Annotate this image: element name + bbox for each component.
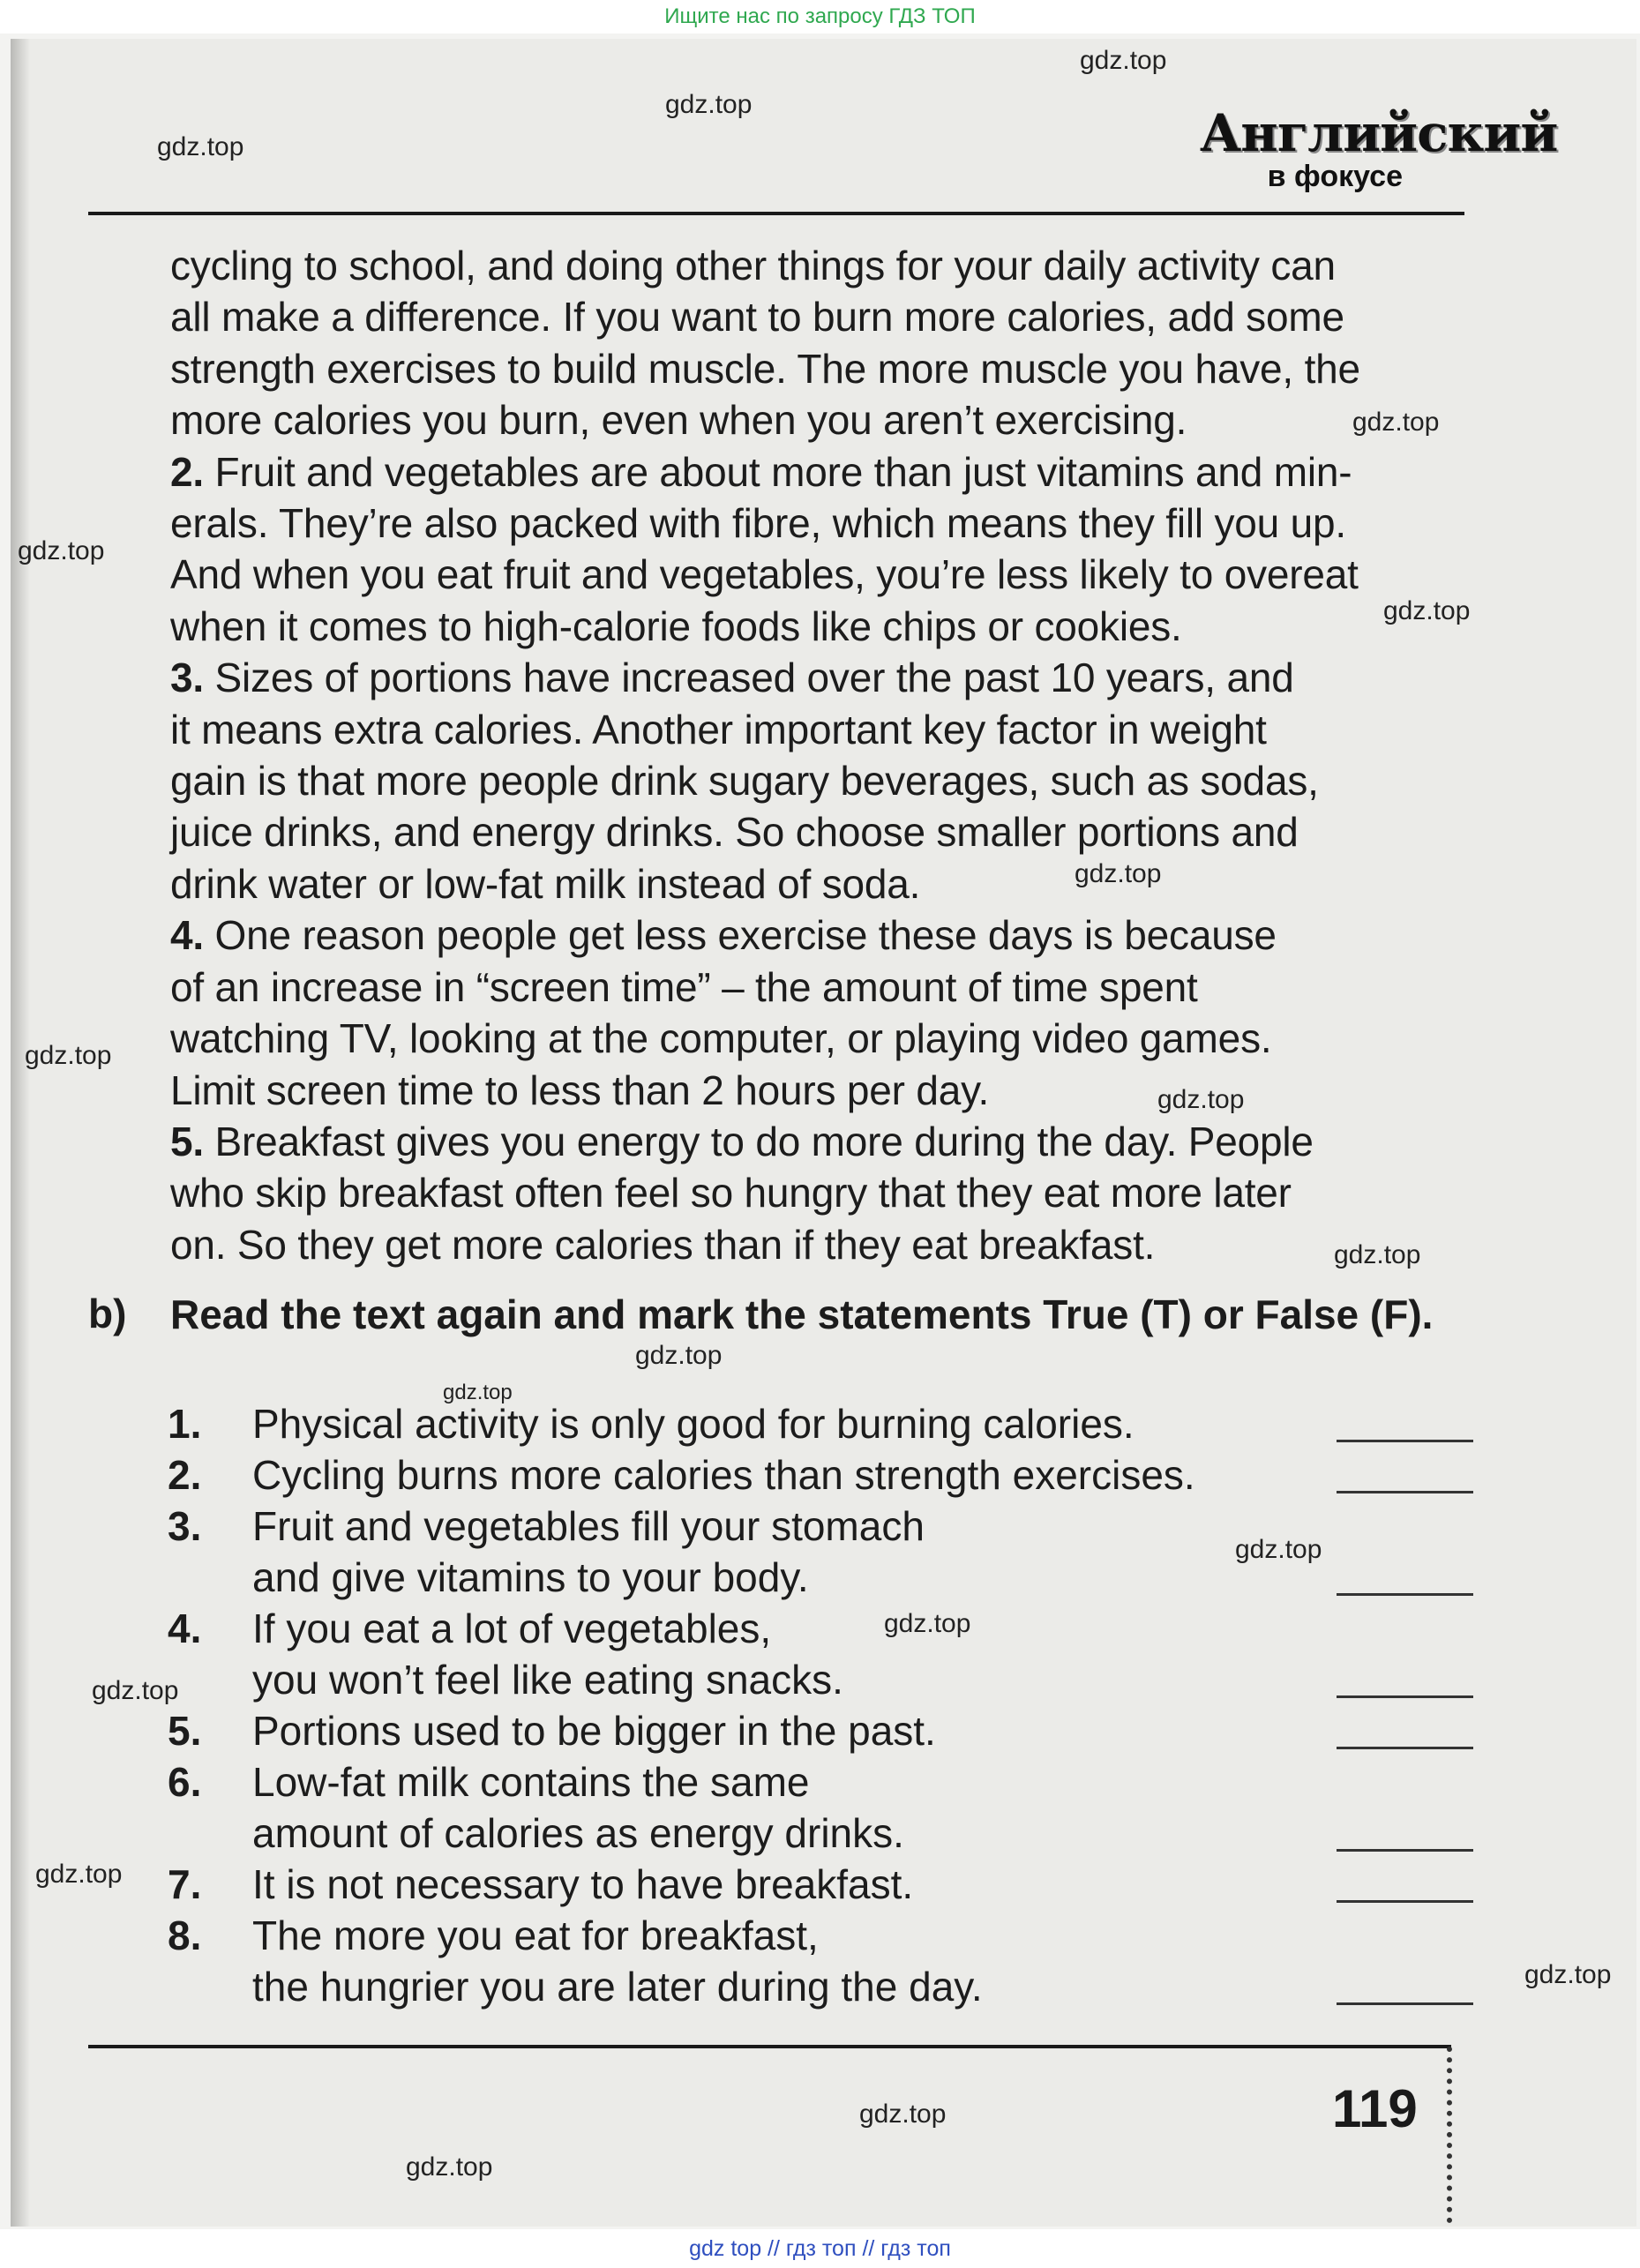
watermark: gdz.top [1235,1535,1322,1564]
reading-line-text: erals. They’re also packed with fibre, which means they fill you up. [170,500,1346,547]
statement-item [168,1398,1473,1449]
reading-line [170,962,1458,1013]
answer-blank[interactable] [1337,2002,1473,2005]
reading-line-text: cycling to school, and doing other things for your daily activity can [170,243,1336,288]
watermark: gdz.top [443,1381,513,1404]
reading-line-text: who skip breakfast often feel so hungry that they eat more later [170,1170,1292,1216]
statement-number: 6. [168,1759,202,1805]
reading-line-text: Limit screen time to less than 2 hours per day. [170,1067,990,1113]
reading-line [170,343,1458,394]
watermark: gdz.top [92,1676,179,1705]
reading-line-text: more calories you burn, even when you aren’t exercising. [170,397,1187,444]
reading-line-text: of an increase in “screen time” – the amount of time spent [170,963,1198,1010]
statement-text: Portions used to be bigger in the past. [252,1708,936,1754]
reading-line [170,394,1458,445]
footer-banner[interactable]: gdz top // гдз топ // гдз топ [0,2229,1640,2268]
statement-number: 5. [168,1708,202,1754]
statement-text: Low-fat milk contains the same [252,1759,810,1805]
statement-item [168,1705,1473,1756]
watermark: gdz.top [1157,1085,1245,1114]
reading-line [170,1219,1458,1270]
reading-line [170,858,1458,909]
statement-text: and give vitamins to your body. [252,1554,809,1600]
watermark: gdz.top [1334,1240,1421,1269]
statement-text: It is not necessary to have breakfast. [252,1861,914,1907]
reading-line-text: And when you eat fruit and vegetables, you’re less likely to overeat [170,551,1359,598]
page-edge-dots [1447,2047,1452,2223]
answer-blank[interactable] [1337,1747,1473,1749]
statement-text: The more you eat for breakfast, [252,1912,819,1958]
statement-number: 1. [168,1401,202,1447]
statement-item [168,1756,1473,1859]
reading-line [170,549,1458,600]
answer-blank[interactable] [1337,1849,1473,1852]
statement-text: Physical activity is only good for burning calories. [252,1401,1135,1447]
statement-item [168,1449,1473,1501]
textbook-logo [1200,103,1558,193]
reading-line [170,446,1458,498]
reading-line [170,601,1458,652]
footer-rule [88,2045,1451,2048]
reading-line-text: One reason people get less exercise these days is because [203,912,1277,959]
page-number: 119 [1332,2079,1418,2138]
reading-line-text: Fruit and vegetables are about more than just vitamins and min- [203,448,1352,495]
watermark: gdz.top [884,1609,971,1638]
statement-text: amount of calories as energy drinks. [252,1810,904,1856]
watermark: gdz.top [1080,46,1167,75]
paragraph-number: 4. [170,912,204,959]
reading-line-text: it means extra calories. Another important key factor in weight [170,706,1267,752]
paragraph-number: 2. [170,448,204,495]
watermark: gdz.top [635,1341,723,1370]
statement-item [168,1910,1473,2012]
page-binding-shadow [11,39,30,2227]
reading-line [170,240,1458,291]
reading-line-text: watching TV, looking at the computer, or playing video games. [170,1015,1272,1062]
reading-line-text: gain is that more people drink sugary beverages, such as sodas, [170,758,1319,805]
reading-line [170,806,1458,857]
reading-line-text: Breakfast gives you energy to do more during the day. People [203,1118,1314,1164]
statement-item [168,1859,1473,1910]
watermark: gdz.top [25,1041,112,1070]
watermark: gdz.top [157,132,244,161]
task-instruction: Read the text again and mark the statements True (T) or False (F). [170,1291,1434,1337]
paragraph-number: 3. [170,655,204,701]
reading-line-text: on. So they get more calories than if they eat breakfast. [170,1221,1156,1268]
reading-text [170,240,1458,1270]
reading-line [170,704,1458,755]
statement-number: 7. [168,1861,202,1907]
reading-line [170,1116,1458,1167]
answer-blank[interactable] [1337,1593,1473,1596]
reading-line [170,291,1458,342]
watermark: gdz.top [1383,596,1471,625]
logo-subtitle: в фокусе [1267,160,1403,193]
statement-text: Fruit and vegetables fill your stomach [252,1503,925,1549]
statement-text: Cycling burns more calories than strength exercises. [252,1452,1195,1498]
statement-text: the hungrier you are later during the day. [252,1964,983,2010]
reading-line [170,652,1458,703]
answer-blank[interactable] [1337,1695,1473,1698]
watermark: gdz.top [665,90,753,119]
reading-line [170,1167,1458,1218]
watermark: gdz.top [859,2100,947,2129]
reading-line-text: drink water or low-fat milk instead of soda. [170,860,921,907]
statement-text: you won’t feel like eating snacks. [252,1657,843,1703]
statement-text: If you eat a lot of vegetables, [252,1606,772,1651]
reading-line-text: Sizes of portions have increased over the past 10 years, and [203,655,1294,701]
statements-list [168,1398,1473,2012]
answer-blank[interactable] [1337,1440,1473,1442]
watermark: gdz.top [18,536,105,565]
reading-line-text: when it comes to high-calorie foods like chips or cookies. [170,603,1182,649]
statement-item [168,1501,1473,1603]
site-banner[interactable]: Ищите нас по запросу ГДЗ ТОП [0,0,1640,34]
watermark: gdz.top [1524,1960,1612,1989]
answer-blank[interactable] [1337,1491,1473,1493]
statement-number: 3. [168,1503,202,1549]
reading-line-text: strength exercises to build muscle. The more muscle you have, the [170,345,1360,392]
logo-title: Английский [1200,103,1558,163]
header-rule [88,212,1464,215]
reading-line [170,1065,1458,1116]
statement-number: 2. [168,1452,202,1498]
statement-item [168,1603,1473,1705]
statement-number: 8. [168,1912,202,1958]
paragraph-number: 5. [170,1118,204,1164]
reading-line [170,909,1458,961]
reading-line-text: juice drinks, and energy drinks. So choose smaller portions and [170,809,1299,856]
reading-line [170,498,1458,549]
watermark: gdz.top [1352,408,1440,437]
reading-line [170,1013,1458,1064]
reading-line [170,755,1458,806]
task-letter: b) [88,1291,127,1336]
reading-line-text: all make a difference. If you want to burn more calories, add some [170,294,1344,341]
watermark: gdz.top [1075,859,1162,888]
answer-blank[interactable] [1337,1900,1473,1903]
statement-number: 4. [168,1606,202,1651]
watermark: gdz.top [406,2152,493,2182]
watermark: gdz.top [35,1860,123,1889]
